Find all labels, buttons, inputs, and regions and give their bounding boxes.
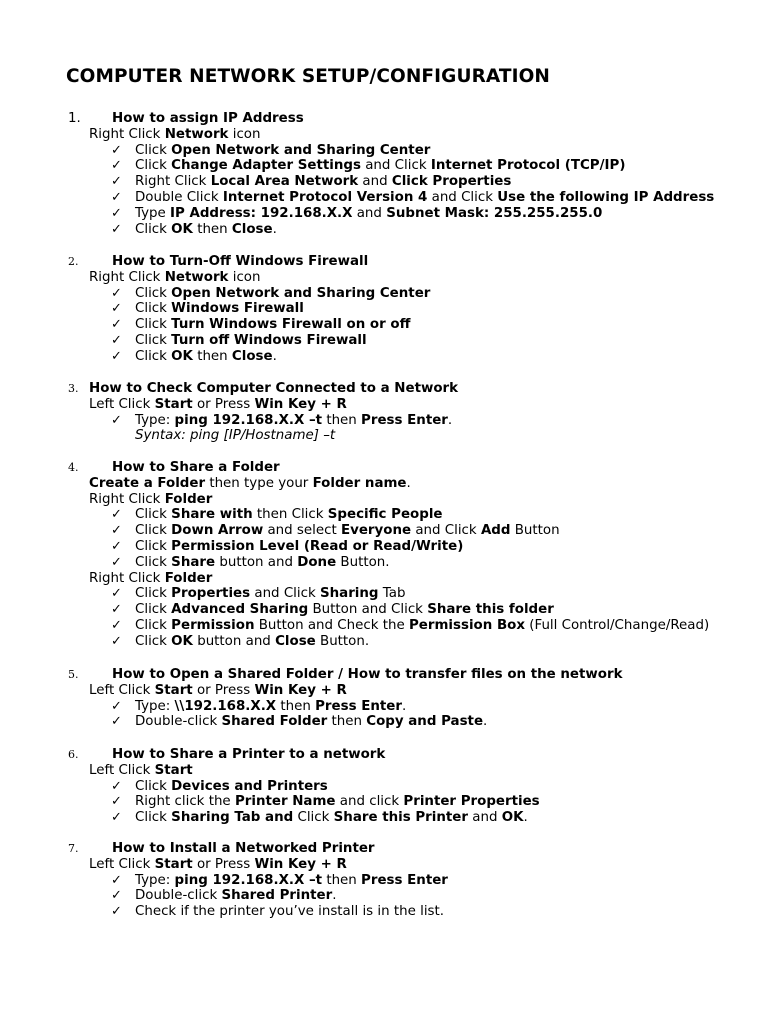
text-run: then	[276, 698, 316, 714]
bold-term: Permission Box	[408, 617, 525, 633]
text-run: .	[523, 810, 528, 826]
instruction-line	[0, 397, 768, 413]
checkmark-icon: ✓	[111, 317, 122, 333]
text-run: Click	[135, 523, 172, 539]
text-run: Click	[293, 810, 334, 826]
text-run: and	[468, 810, 502, 826]
bold-term: Sharing	[319, 586, 379, 602]
instruction-line	[0, 683, 768, 699]
bold-term: Turn Windows Firewall on or off	[171, 317, 411, 333]
section-heading	[0, 381, 768, 397]
bold-term: Down Arrow	[171, 523, 264, 539]
text-run: Click	[135, 332, 172, 348]
checkmark-icon: ✓	[111, 221, 122, 237]
checkmark-icon: ✓	[111, 586, 122, 602]
checkmark-icon: ✓	[111, 888, 122, 904]
text-run: icon	[228, 269, 261, 285]
instruction-line	[0, 270, 768, 286]
bold-term: OK	[171, 633, 193, 649]
text-run: and Click	[427, 189, 498, 205]
bold-term: IP Address: 192.168.X.X	[170, 205, 353, 221]
text-run: then	[322, 412, 362, 428]
checklist-step	[0, 699, 768, 715]
bold-term: Close	[231, 348, 273, 364]
text-run: .	[406, 475, 411, 491]
bold-term: Share this folder	[427, 602, 554, 618]
checklist-step	[0, 873, 768, 889]
bold-term: Win Key + R	[254, 682, 347, 698]
checklist-step	[0, 555, 768, 571]
checklist-step	[0, 810, 768, 826]
text-run: .	[332, 888, 337, 904]
bold-term: Close	[275, 633, 316, 649]
bold-term: \\192.168.X.X	[174, 698, 277, 714]
text-run: and Click	[250, 586, 320, 602]
bold-term: Copy and Paste	[366, 714, 484, 730]
bold-term: Press Enter	[361, 412, 448, 428]
text-run: and	[358, 174, 392, 190]
bold-term: Devices and Printers	[171, 778, 328, 794]
bold-term: Win Key + R	[254, 856, 347, 872]
section-number: 3.	[68, 382, 79, 395]
text-run: Right Click	[89, 491, 165, 507]
section-number: 4.	[68, 461, 79, 474]
checkmark-icon: ✓	[111, 205, 122, 221]
checkmark-icon: ✓	[111, 507, 122, 523]
checkmark-icon: ✓	[111, 348, 122, 364]
text-run: then	[192, 348, 232, 364]
checklist-step	[0, 206, 768, 222]
text-run: and	[352, 205, 387, 221]
checkmark-icon: ✓	[111, 412, 122, 428]
checkmark-icon: ✓	[111, 174, 122, 190]
checklist-step	[0, 413, 768, 429]
text-run: Click	[135, 142, 172, 158]
text-run: (Full Control/Change/Read)	[525, 617, 710, 633]
text-run: Left Click	[89, 682, 155, 698]
text-run: Left Click	[89, 762, 155, 778]
section-title: How to Turn-Off Windows Firewall	[112, 254, 369, 269]
section-title: How to Install a Networked Printer	[112, 841, 375, 856]
checklist-step	[0, 301, 768, 317]
checklist-step	[0, 634, 768, 650]
checklist-step	[0, 190, 768, 206]
bold-term: Win Key + R	[254, 396, 347, 412]
text-run: .	[483, 714, 488, 730]
text-run: Click	[135, 507, 172, 523]
bold-term: Local Area Network	[210, 174, 359, 190]
section-heading	[0, 460, 768, 476]
text-run: Click	[135, 301, 172, 317]
checkmark-icon: ✓	[111, 523, 122, 539]
text-run: then	[322, 872, 362, 888]
bold-term: Network	[164, 126, 229, 142]
instruction-line	[0, 763, 768, 779]
bold-term: Permission	[171, 617, 255, 633]
bold-term: Printer Properties	[403, 794, 540, 810]
text-run: .	[272, 221, 277, 237]
document-title: COMPUTER NETWORK SETUP/CONFIGURATION	[66, 66, 551, 87]
section-title: How to Check Computer Connected to a Network	[89, 381, 459, 396]
checkmark-icon: ✓	[111, 810, 122, 826]
text-run: .	[272, 348, 277, 364]
bold-term: Advanced Sharing	[171, 602, 309, 618]
bold-term: Start	[154, 682, 193, 698]
checklist-step	[0, 349, 768, 365]
text-run: Button	[510, 523, 560, 539]
section-number: 2.	[68, 255, 79, 268]
text-run: Left Click	[89, 856, 155, 872]
bold-term: Network	[164, 269, 229, 285]
checklist-step	[0, 222, 768, 238]
text-run: .	[447, 412, 453, 428]
text-run: icon	[228, 126, 261, 142]
bold-term: Share this Printer	[333, 810, 468, 826]
checklist-step	[0, 143, 768, 159]
checkmark-icon: ✓	[111, 794, 122, 810]
checkmark-icon: ✓	[111, 714, 122, 730]
text-run: Button.	[315, 633, 370, 649]
bold-term: Open Network and Sharing Center	[171, 285, 431, 301]
checkmark-icon: ✓	[111, 158, 122, 174]
bold-term: ping 192.168.X.X –t	[174, 872, 323, 888]
section-share-printer	[0, 747, 768, 826]
checklist-step	[0, 714, 768, 730]
bold-term: Click Properties	[391, 174, 512, 190]
checklist-step	[0, 779, 768, 795]
text-run: Click	[135, 810, 172, 826]
checklist-step	[0, 618, 768, 634]
text-run: Click	[135, 317, 172, 333]
step-list	[0, 763, 768, 826]
bold-term: Press Enter	[361, 872, 448, 888]
checkmark-icon: ✓	[111, 698, 122, 714]
section-title: How to Share a Printer to a network	[112, 747, 386, 762]
checklist-step	[0, 586, 768, 602]
bold-term: Folder	[164, 491, 213, 507]
text-run: Click	[135, 602, 172, 618]
text-run: and select	[263, 523, 341, 539]
checklist-step	[0, 904, 768, 920]
bold-term: Sharing Tab and	[171, 810, 294, 826]
text-run: Syntax: ping [IP/Hostname] –t	[135, 428, 336, 444]
text-run: Click	[135, 221, 172, 237]
text-run: or Press	[192, 396, 255, 412]
bold-term: Folder name	[312, 475, 407, 491]
text-run: and Click	[411, 523, 481, 539]
text-run: Click	[135, 617, 172, 633]
bold-term: Share	[171, 554, 216, 570]
checkmark-icon: ✓	[111, 285, 122, 301]
checkmark-icon: ✓	[111, 189, 122, 205]
checklist-step	[0, 158, 768, 174]
checklist-step	[0, 523, 768, 539]
checkmark-icon: ✓	[111, 142, 122, 158]
bold-term: Start	[154, 396, 193, 412]
step-list	[0, 857, 768, 920]
bold-term: Internet Protocol Version 4	[222, 189, 428, 205]
text-run: Tab	[378, 586, 406, 602]
text-run: button and	[192, 633, 276, 649]
step-list	[0, 397, 768, 444]
checklist-step	[0, 174, 768, 190]
bold-term: OK	[171, 348, 193, 364]
text-run: or Press	[192, 682, 255, 698]
text-run: Click	[135, 158, 172, 174]
step-list	[0, 683, 768, 730]
text-run: Right Click	[89, 570, 165, 586]
instruction-line	[0, 857, 768, 873]
bold-term: Share with	[171, 507, 253, 523]
text-run: Type:	[135, 412, 175, 428]
checklist-step	[0, 286, 768, 302]
text-run: then	[327, 714, 367, 730]
text-run: Click	[135, 778, 172, 794]
text-run: Button.	[336, 554, 390, 570]
section-open-shared-folder	[0, 667, 768, 730]
checkmark-icon: ✓	[111, 332, 122, 348]
bold-term: OK	[171, 221, 193, 237]
section-title: How to Open a Shared Folder / How to transfer files on the network	[112, 667, 623, 682]
bold-term: Press Enter	[315, 698, 402, 714]
bold-term: Properties	[171, 586, 251, 602]
text-run: Left Click	[89, 396, 155, 412]
section-title: How to Share a Folder	[112, 460, 280, 475]
bold-term: Shared Printer	[221, 888, 333, 904]
text-run: or Press	[192, 856, 255, 872]
text-run: Right Click	[135, 174, 211, 190]
checkmark-icon: ✓	[111, 904, 122, 920]
bold-term: Everyone	[340, 523, 412, 539]
step-list	[0, 476, 768, 650]
bold-term: Done	[297, 554, 337, 570]
bold-term: Folder	[164, 570, 213, 586]
bold-term: Use the following IP Address	[497, 189, 715, 205]
text-run: Double-click	[135, 714, 222, 730]
bold-term: Add	[480, 523, 511, 539]
text-run: Button and Check the	[254, 617, 409, 633]
step-list	[0, 270, 768, 365]
text-run: then	[192, 221, 232, 237]
bold-term: Start	[154, 762, 193, 778]
text-run: .	[401, 698, 407, 714]
checkmark-icon: ✓	[111, 602, 122, 618]
section-share-folder	[0, 460, 768, 650]
text-run: Click	[135, 633, 172, 649]
bold-term: Shared Folder	[221, 714, 328, 730]
bold-term: Internet Protocol (TCP/IP)	[430, 158, 626, 174]
text-run: Type	[135, 205, 171, 221]
bold-term: Windows Firewall	[171, 301, 304, 317]
text-run: Right Click	[89, 126, 165, 142]
instruction-line	[0, 571, 768, 587]
bold-term: Permission Level (Read or Read/Write)	[171, 538, 464, 554]
text-run: Click	[135, 538, 172, 554]
text-run: and click	[335, 794, 404, 810]
checklist-step	[0, 888, 768, 904]
checkmark-icon: ✓	[111, 554, 122, 570]
text-run: then Click	[252, 507, 328, 523]
checkmark-icon: ✓	[111, 872, 122, 888]
text-run: Double-click	[135, 888, 222, 904]
text-run: Check if the printer you’ve install is in the list.	[135, 904, 445, 920]
text-run: Button and Click	[308, 602, 428, 618]
instruction-line	[0, 476, 768, 492]
bold-term: Turn off Windows Firewall	[171, 332, 367, 348]
section-number: 7.	[68, 842, 79, 855]
section-assign-ip	[0, 111, 768, 237]
section-turn-off-firewall	[0, 254, 768, 365]
section-install-printer	[0, 841, 768, 920]
section-check-network	[0, 381, 768, 444]
text-run: Type:	[135, 698, 175, 714]
text-run: then type your	[205, 475, 313, 491]
text-run: Click	[135, 285, 172, 301]
instruction-line	[0, 492, 768, 508]
section-number: 5.	[68, 668, 79, 681]
bold-term: Subnet Mask: 255.255.255.0	[386, 205, 603, 221]
syntax-note	[0, 428, 768, 444]
checklist-step	[0, 333, 768, 349]
bold-term: Printer Name	[234, 794, 336, 810]
text-run: Click	[135, 348, 172, 364]
section-heading	[0, 254, 768, 270]
checkmark-icon: ✓	[111, 778, 122, 794]
bold-term: Specific People	[327, 507, 443, 523]
text-run: Click	[135, 554, 172, 570]
text-run: button and	[215, 554, 298, 570]
bold-term: OK	[501, 810, 524, 826]
bold-term: Start	[154, 856, 193, 872]
section-heading	[0, 841, 768, 857]
checklist-step	[0, 539, 768, 555]
checklist-step	[0, 602, 768, 618]
checklist-step	[0, 507, 768, 523]
text-run: Right click the	[135, 794, 235, 810]
section-heading	[0, 667, 768, 683]
bold-term: Open Network and Sharing Center	[171, 142, 431, 158]
bold-term: Create a Folder	[89, 475, 206, 491]
section-heading	[0, 111, 768, 127]
section-number: 6.	[68, 748, 79, 761]
text-run: and Click	[360, 158, 431, 174]
checkmark-icon: ✓	[111, 538, 122, 554]
section-number: 1.	[68, 111, 81, 126]
section-heading	[0, 747, 768, 763]
step-list	[0, 127, 768, 238]
text-run: Type:	[135, 872, 175, 888]
checklist-step	[0, 317, 768, 333]
bold-term: Change Adapter Settings	[171, 158, 361, 174]
checkmark-icon: ✓	[111, 633, 122, 649]
checklist-step	[0, 794, 768, 810]
bold-term: Close	[231, 221, 273, 237]
checkmark-icon: ✓	[111, 617, 122, 633]
section-title: How to assign IP Address	[112, 111, 304, 126]
checkmark-icon: ✓	[111, 301, 122, 317]
instruction-line	[0, 127, 768, 143]
text-run: Right Click	[89, 269, 165, 285]
text-run: Click	[135, 586, 172, 602]
text-run: Double Click	[135, 189, 223, 205]
bold-term: ping 192.168.X.X –t	[174, 412, 323, 428]
